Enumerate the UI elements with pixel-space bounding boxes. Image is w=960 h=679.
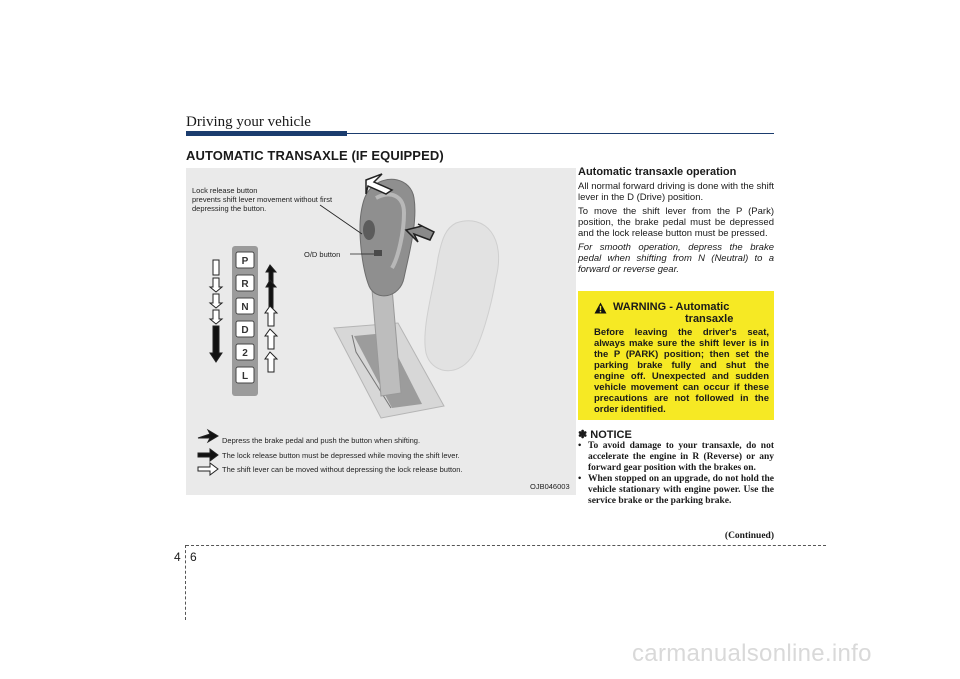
notice-item-text: When stopped on an upgrade, do not hold the vehicle stationary with engine power. Use the service brake or the parking brake.	[588, 474, 774, 506]
callout-lock-release: Lock release button prevents shift lever movement without first depressing the button.	[192, 186, 333, 213]
legend-arrow-brake	[198, 430, 218, 442]
callout-od-button: O/D button	[304, 250, 341, 259]
gear-letter-2: 2	[242, 348, 248, 359]
warning-title-line2: transaxle	[685, 313, 734, 325]
warning-box	[578, 291, 774, 420]
page-title: AUTOMATIC TRANSAXLE (IF EQUIPPED)	[186, 148, 444, 163]
warning-icon	[594, 301, 607, 319]
operation-paragraph-1: All normal forward driving is done with the shift lever in the D (Drive) position.	[578, 181, 774, 203]
legend-item-brake: Depress the brake pedal and push the button when shifting.	[222, 436, 421, 445]
legend-arrow-solid	[198, 449, 218, 461]
header-rule-thin	[347, 133, 774, 134]
ghost-lever	[425, 221, 499, 371]
warning-body: Before leaving the driver's seat, always make sure the shift lever is in the P (PARK) position; then set the parking brake fully and shut the engine off. Unexpected and sudden vehicle movement can occur if these precautions are not followed in the order identified.	[594, 327, 769, 415]
legend-arrows	[198, 430, 218, 475]
notice-list	[578, 441, 774, 507]
legend-arrow-outline	[198, 463, 218, 475]
warning-title: WARNING - Automatic	[613, 301, 730, 313]
gear-letter-p: P	[241, 256, 249, 267]
left-arrows	[210, 260, 222, 362]
right-arrows	[265, 265, 277, 372]
notice-title: ✽ NOTICE	[578, 429, 632, 441]
operation-paragraph-2: To move the shift lever from the P (Park) position, the brake pedal must be depressed and the lock release button must be pressed.	[578, 206, 774, 239]
operation-section	[578, 166, 774, 278]
operation-title: Automatic transaxle operation	[578, 166, 737, 178]
figure-code: OJB046003	[530, 482, 570, 491]
continued-label: (Continued)	[724, 531, 774, 541]
watermark: carmanualsonline.info	[632, 640, 872, 667]
footer-rule	[186, 545, 826, 546]
shift-lever-illustration	[186, 168, 576, 495]
notice-bullet: •	[578, 474, 582, 484]
chapter-number: 4	[174, 550, 181, 564]
legend-item-no-lock: The shift lever can be moved without depressing the lock release button.	[222, 465, 463, 474]
notice-item	[578, 474, 774, 507]
lock-release-button	[363, 220, 375, 240]
gear-letter-l: L	[241, 371, 249, 382]
gear-letter-n: N	[241, 302, 249, 313]
gear-letter-r: R	[241, 279, 249, 290]
legend-item-lock-depressed: The lock release button must be depressed while moving the shift lever.	[222, 451, 460, 460]
gear-letter-d: D	[241, 325, 249, 336]
running-header: Driving your vehicle	[186, 114, 311, 130]
notice-item-text: To avoid damage to your transaxle, do not accelerate the engine in R (Reverse) or any forward gear position with the brakes on.	[588, 441, 774, 473]
notice-item	[578, 441, 774, 474]
notice-bullet: •	[578, 441, 582, 451]
page-number: 6	[190, 550, 197, 564]
od-button	[374, 250, 382, 256]
header-rule-thick	[186, 131, 347, 136]
shift-lever-figure	[186, 168, 576, 495]
footer-vertical-rule	[185, 545, 186, 620]
operation-paragraph-3: For smooth operation, depress the brake pedal when shifting from N (Neutral) to a forward or reverse gear.	[578, 242, 774, 275]
